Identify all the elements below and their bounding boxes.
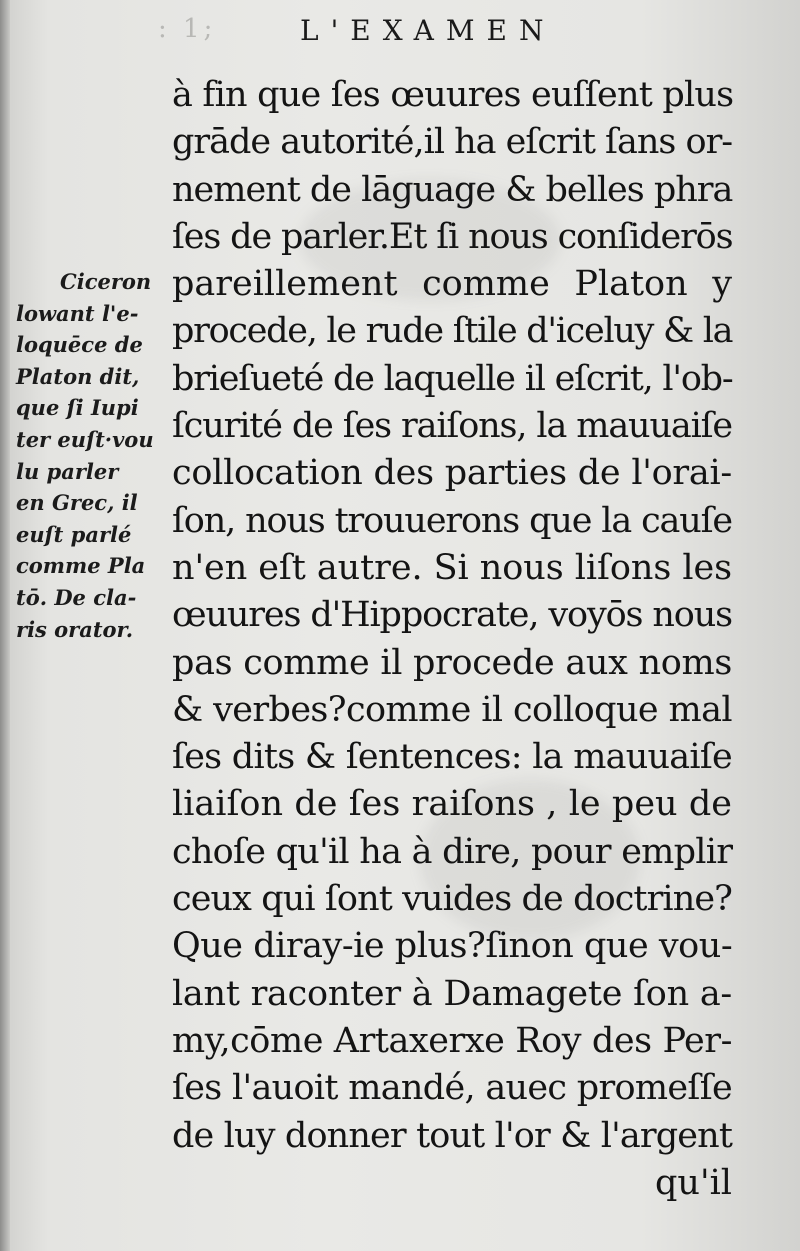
text-line: pas comme il procede aux noms — [172, 642, 732, 683]
text-line: my,cōme Artaxerxe Roy des Per- — [172, 1020, 732, 1061]
margin-note-line: ris orator. — [16, 616, 134, 642]
text-line: & verbes?comme il colloque mal — [172, 689, 732, 730]
catchword: qu'il — [655, 1162, 732, 1203]
margin-note-line: euſt parlé — [16, 521, 132, 547]
text-line: nement de lāguage & belles phra — [172, 169, 733, 210]
margin-note-line: comme Pla — [16, 553, 146, 579]
text-line: ſes de parler.Et ſi nous conſiderōs — [172, 216, 733, 257]
text-line: Que diray-ie plus?ſinon que vou- — [172, 926, 733, 967]
text-line: liaiſon de ſes raiſons , le peu de — [172, 784, 732, 825]
margin-note-line: loquēce de — [16, 332, 143, 358]
text-line: brieſueté de laquelle il eſcrit, l'ob- — [172, 358, 733, 399]
margin-note-line: tō. De cla- — [16, 584, 137, 610]
margin-note-line: Platon dit, — [16, 363, 140, 389]
margin-note-line: Ciceron — [60, 269, 152, 294]
text-line: de luy donner tout l'or & l'argent — [172, 1115, 733, 1156]
text-line: à fin que ſes œuures euſſent plus — [172, 75, 734, 115]
text-line: ſes dits & ſentences: la mauuaiſe — [172, 737, 732, 778]
text-line: collocation des parties de l'orai- — [172, 453, 732, 494]
text-line: ſcurité de ſes raiſons, la mauuaiſe — [172, 406, 732, 447]
bleed-through-mark: : 1; — [158, 14, 217, 44]
text-line: pareillement comme Platon y — [172, 264, 732, 305]
text-line: œuures d'Hippocrate, voyōs nous — [172, 595, 732, 636]
margin-note-line: ter euſt·vou — [16, 426, 154, 452]
margin-note-line: que ſi Iupi — [16, 395, 139, 421]
text-line: grāde autorité,il ha eſcrit ſans or- — [172, 122, 733, 163]
page-gutter-shadow — [0, 0, 10, 1251]
text-line: procede, le rude ſtile d'iceluy & la — [172, 311, 733, 352]
body-text — [172, 72, 732, 1207]
text-line: n'en eſt autre. Si nous liſons les — [172, 547, 733, 588]
text-line: choſe qu'il ha à dire, pour emplir — [172, 831, 733, 872]
text-line: ſes l'auoit mandé, auec promeſſe — [172, 1068, 732, 1109]
text-line: ſon, nous trouuerons que la cauſe — [172, 500, 732, 541]
text-line: ceux qui ſont vuides de doctrine? — [172, 879, 732, 920]
margin-note — [16, 266, 172, 645]
text-line: lant raconter à Damagete ſon a- — [172, 973, 732, 1014]
margin-note-line: lu parler — [16, 458, 119, 484]
margin-note-line: en Grec, il — [16, 490, 138, 516]
margin-note-line: lowant l'e- — [16, 300, 139, 326]
running-title: L'EXAMEN — [300, 14, 556, 47]
